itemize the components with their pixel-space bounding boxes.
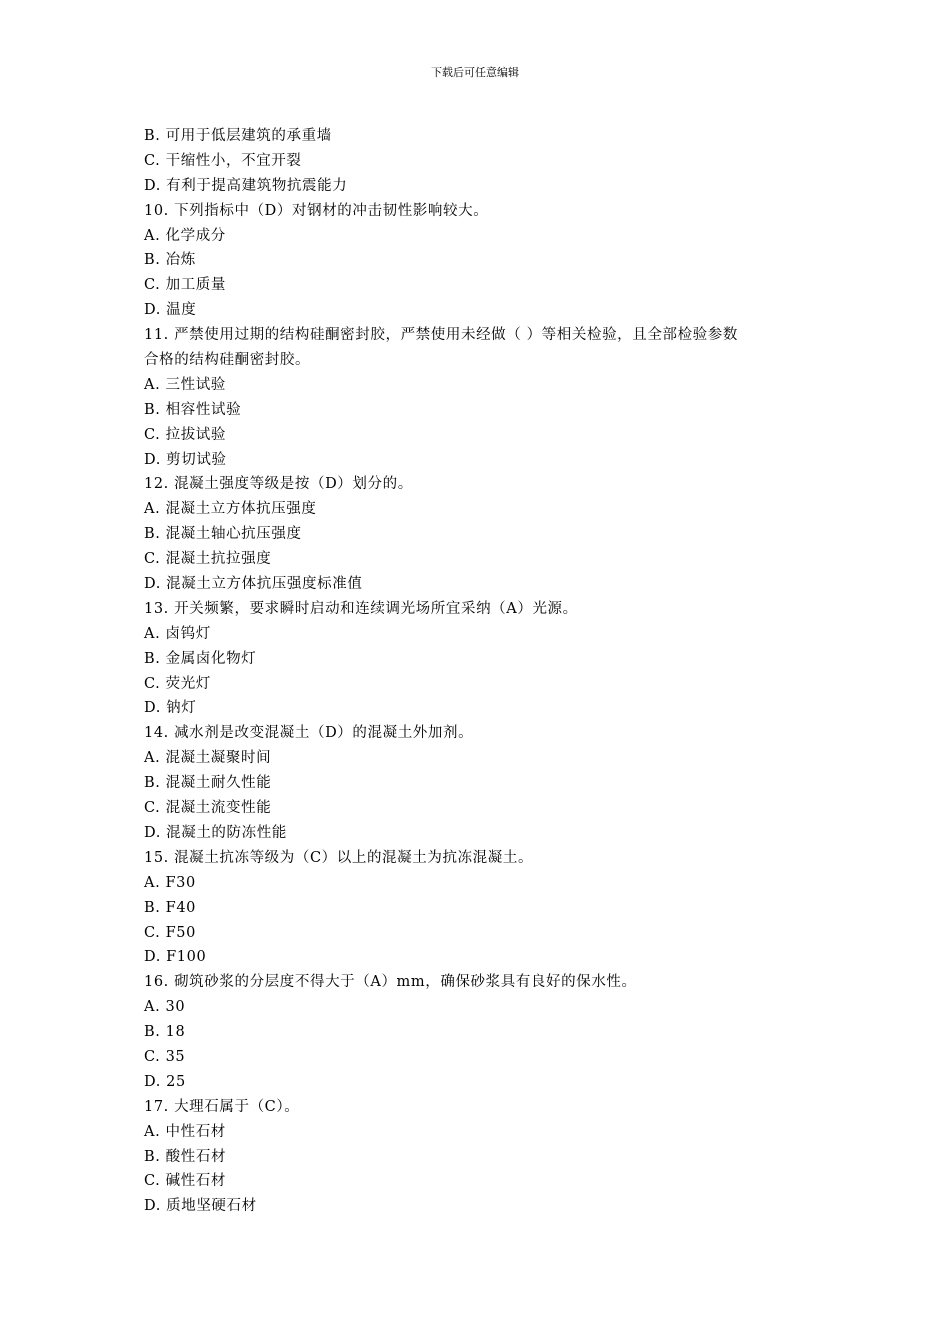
option-line: C. 加工质量 (144, 277, 226, 294)
option-line: B. 冶炼 (144, 252, 196, 269)
option-line: D. 质地坚硬石材 (144, 1198, 257, 1215)
question-10: 10. 下列指标中（D）对钢材的冲击韧性影响较大。 (144, 202, 489, 219)
option-line: D. 剪切试验 (144, 451, 227, 468)
question-16: 16. 砌筑砂浆的分层度不得大于（A）mm，确保砂浆具有良好的保水性。 (144, 974, 637, 991)
option-line: A. 中性石材 (144, 1123, 226, 1140)
option-line: D. 混凝土立方体抗压强度标准值 (144, 576, 363, 593)
question-17: 17. 大理石属于（C）。 (144, 1098, 300, 1115)
document-body (144, 124, 812, 1219)
option-line: A. F30 (144, 874, 196, 891)
question-13: 13. 开关频繁，要求瞬时启动和连续调光场所宜采纳（A）光源。 (144, 600, 578, 617)
option-line: D. 25 (144, 1073, 186, 1090)
option-line: D. F100 (144, 949, 207, 966)
option-line: A. 化学成分 (144, 227, 226, 244)
option-line: C. 干缩性小，不宜开裂 (144, 152, 302, 169)
question-12: 12. 混凝土强度等级是按（D）划分的。 (144, 476, 413, 493)
option-line: D. 混凝土的防冻性能 (144, 824, 287, 841)
page-header: 下载后可任意编辑 (431, 66, 519, 79)
option-line: A. 三性试验 (144, 376, 226, 393)
option-line: C. 荧光灯 (144, 675, 211, 692)
option-line: B. 混凝土轴心抗压强度 (144, 526, 302, 543)
option-line: B. 金属卤化物灯 (144, 650, 257, 667)
option-line: B. 18 (144, 1024, 186, 1041)
question-14: 14. 减水剂是改变混凝土（D）的混凝土外加剂。 (144, 725, 474, 742)
option-line: D. 钠灯 (144, 700, 197, 717)
option-line: B. 混凝土耐久性能 (144, 775, 272, 792)
option-line: C. 35 (144, 1048, 186, 1065)
option-line: D. 有利于提高建筑物抗震能力 (144, 177, 348, 194)
question-15: 15. 混凝土抗冻等级为（C）以上的混凝土为抗冻混凝土。 (144, 849, 534, 866)
option-line: C. 拉拔试验 (144, 426, 226, 443)
option-line: C. 混凝土流变性能 (144, 800, 272, 817)
option-line: A. 混凝土凝聚时间 (144, 750, 272, 767)
option-line: C. 碱性石材 (144, 1173, 226, 1190)
option-line: B. F40 (144, 899, 196, 916)
option-line: B. 相容性试验 (144, 401, 242, 418)
option-line: B. 可用于低层建筑的承重墙 (144, 128, 332, 144)
option-line: A. 30 (144, 999, 186, 1016)
option-line: A. 卤钨灯 (144, 625, 211, 642)
option-line: D. 温度 (144, 302, 197, 319)
option-line: B. 酸性石材 (144, 1148, 227, 1165)
question-11: 11. 严禁使用过期的结构硅酮密封胶，严禁使用未经做（ ）等相关检验，且全部检验参数 (144, 327, 738, 344)
question-11-continuation: 合格的结构硅酮密封胶。 (144, 352, 311, 369)
option-line: A. 混凝土立方体抗压强度 (144, 501, 317, 518)
option-line: C. F50 (144, 924, 196, 941)
option-line: C. 混凝土抗拉强度 (144, 551, 272, 568)
